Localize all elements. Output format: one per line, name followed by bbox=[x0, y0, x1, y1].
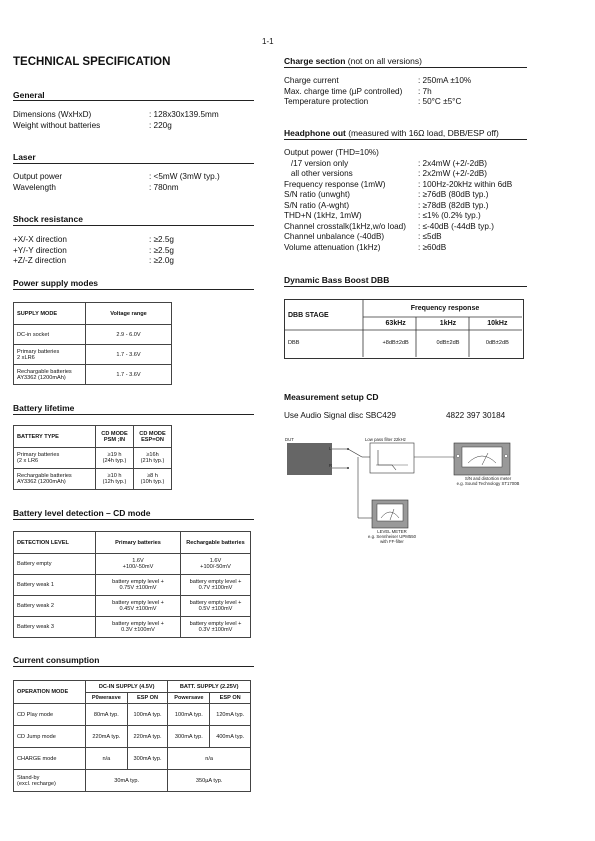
laser-heading: Laser bbox=[13, 152, 36, 162]
current-heading: Current consumption bbox=[13, 655, 100, 665]
table-cell: 1.6V +100/-50mV bbox=[96, 554, 181, 575]
level-detection-table bbox=[13, 531, 251, 638]
filter-label: Low pass filter 22kHz bbox=[365, 437, 406, 442]
laser-rule bbox=[13, 163, 254, 164]
table-cell: CHARGE mode bbox=[14, 748, 86, 770]
table-header: CD MODE ESP=ON bbox=[134, 426, 172, 448]
table-cell: n/a bbox=[168, 748, 251, 770]
headphone-row bbox=[284, 148, 527, 159]
charge-row bbox=[284, 87, 527, 98]
table-row bbox=[14, 770, 251, 792]
table-header: DC-IN SUPPLY (4.5V) bbox=[86, 681, 168, 693]
measurement-heading: Measurement setup CD bbox=[284, 392, 379, 402]
table-cell: battery empty level + 0.3V ±100mV bbox=[96, 617, 181, 638]
charge-value: : 250mA ±10% bbox=[418, 76, 472, 85]
headphone-label: /17 version only bbox=[284, 158, 349, 168]
general-row bbox=[13, 121, 254, 132]
dut-label: DUT bbox=[285, 437, 294, 442]
level-detection-rule bbox=[13, 519, 254, 520]
charge-heading bbox=[284, 56, 422, 66]
table-cell: battery empty level + 0.45V ±100mV bbox=[96, 596, 181, 617]
headphone-heading-text: Headphone out bbox=[284, 128, 346, 138]
table-header: 63kHz bbox=[385, 320, 406, 327]
headphone-heading bbox=[284, 128, 499, 138]
laser-value: : 780nm bbox=[149, 182, 179, 192]
shock-label: +Y/-Y direction bbox=[13, 245, 67, 255]
headphone-row bbox=[284, 211, 527, 222]
table-cell: 120mA typ. bbox=[210, 704, 251, 726]
page-title: TECHNICAL SPECIFICATION bbox=[13, 56, 171, 68]
page-number: 1-1 bbox=[262, 37, 274, 46]
port-l-label: L bbox=[329, 446, 332, 451]
table-cell: 2.9 - 6.0V bbox=[86, 325, 172, 345]
headphone-value: : ≥78dB (82dB typ.) bbox=[418, 200, 489, 210]
table-header: Rechargable batteries bbox=[181, 532, 251, 554]
laser-row bbox=[13, 183, 254, 194]
shock-rule bbox=[13, 225, 254, 226]
table-cell: 300mA typ. bbox=[127, 748, 168, 770]
table-cell: DC-in socket bbox=[14, 325, 86, 345]
table-header: ESP ON bbox=[210, 693, 251, 704]
power-modes-rule bbox=[13, 289, 254, 290]
table-header: Powersave bbox=[168, 693, 210, 704]
shock-value: : ≥2.0g bbox=[149, 256, 174, 265]
charge-heading-note: (not on all versions) bbox=[345, 56, 422, 66]
shock-row bbox=[13, 246, 254, 257]
table-header: BATT. SUPPLY (2.25V) bbox=[168, 681, 251, 693]
table-row bbox=[14, 617, 251, 638]
laser-value: : <5mW (3mW typ.) bbox=[149, 172, 220, 181]
charge-list bbox=[284, 76, 527, 108]
shock-label: +Z/-Z direction bbox=[13, 256, 67, 265]
headphone-list bbox=[284, 148, 527, 253]
headphone-value: : 100Hz-20kHz within 6dB bbox=[418, 179, 513, 189]
table-cell: 400mA typ. bbox=[210, 726, 251, 748]
table-header: CD MODE PSM ;IN bbox=[96, 426, 134, 448]
charge-row bbox=[284, 97, 527, 108]
table-header: Primary batteries bbox=[96, 532, 181, 554]
table-cell: Battery weak 3 bbox=[14, 617, 96, 638]
table-cell: Rechargable batteries AY3362 (1200mAh) bbox=[14, 469, 96, 490]
table-header: ESP ON bbox=[127, 693, 168, 704]
table-cell: battery empty level + 0.75V ±100mV bbox=[96, 575, 181, 596]
battery-lifetime-rule bbox=[13, 414, 254, 415]
table-row bbox=[14, 325, 172, 345]
table-header: OPERATION MODE bbox=[14, 681, 86, 704]
general-value: : 220g bbox=[149, 120, 172, 130]
table-cell: 1.6V +100/-50mV bbox=[181, 554, 251, 575]
table-cell: Rechargable batteries AY3362 (1200mAh) bbox=[14, 365, 86, 385]
charge-value: : 50°C ±5°C bbox=[418, 97, 462, 106]
headphone-value: : ≥76dB (80dB typ.) bbox=[418, 190, 489, 199]
charge-row bbox=[284, 76, 527, 87]
level-meter-label: LEVEL METER e.g. Sennheiser UPM550 with FF-filter bbox=[367, 529, 416, 544]
dbb-rule bbox=[284, 286, 527, 287]
headphone-row bbox=[284, 180, 527, 191]
headphone-label: Frequency response (1mW) bbox=[284, 179, 386, 189]
table-cell: ≥8 h (10h typ.) bbox=[134, 469, 172, 490]
distortion-meter-label: S/N and distortion meter e.g. Sound Technology ST1700B bbox=[456, 476, 520, 486]
shock-value: : ≥2.5g bbox=[149, 235, 174, 244]
table-cell: 100mA typ. bbox=[168, 704, 210, 726]
dbb-table-lines bbox=[284, 299, 524, 359]
table-cell: n/a bbox=[86, 748, 128, 770]
laser-list bbox=[13, 172, 254, 193]
table-header: SUPPLY MODE bbox=[14, 303, 86, 325]
headphone-value: : ≤5dB bbox=[418, 232, 442, 241]
headphone-label: all other versions bbox=[284, 169, 353, 178]
headphone-value: : ≥60dB bbox=[418, 242, 447, 252]
headphone-label: Volume attenuation (1kHz) bbox=[284, 242, 381, 252]
table-header: 1kHz bbox=[439, 320, 457, 327]
charge-heading-text: Charge section bbox=[284, 56, 346, 66]
table-row bbox=[14, 554, 251, 575]
table-cell: 300mA typ. bbox=[168, 726, 210, 748]
shock-list bbox=[13, 235, 254, 267]
general-label: Weight without batteries bbox=[13, 120, 101, 130]
charge-rule bbox=[284, 67, 527, 68]
table-header: 10kHz bbox=[487, 320, 508, 327]
shock-heading: Shock resistance bbox=[13, 214, 83, 224]
battery-lifetime-table bbox=[13, 425, 172, 490]
table-header: DETECTION LEVEL bbox=[14, 532, 96, 554]
table-cell: battery empty level + 0.3V ±100mV bbox=[181, 617, 251, 638]
shock-value: : ≥2.5g bbox=[149, 245, 174, 255]
table-cell: 1.7 - 3.6V bbox=[86, 345, 172, 365]
table-cell: Primary batteries (2 x LR6 bbox=[14, 448, 96, 469]
headphone-row bbox=[284, 190, 527, 201]
table-row bbox=[14, 448, 172, 469]
table-row bbox=[14, 748, 251, 770]
charge-label: Temperature protection bbox=[284, 97, 369, 106]
headphone-label: Channel crosstalk(1kHz,w/o load) bbox=[284, 221, 406, 231]
table-row bbox=[14, 469, 172, 490]
general-label: Dimensions (WxHxD) bbox=[13, 110, 92, 119]
laser-label: Output power bbox=[13, 172, 63, 181]
general-value: : 128x30x139.5mm bbox=[149, 110, 219, 119]
table-cell: 30mA typ. bbox=[86, 770, 168, 792]
measurement-text: Use Audio Signal disc SBC429 bbox=[284, 411, 396, 420]
table-row bbox=[14, 345, 172, 365]
table-cell: battery empty level + 0.7V ±100mV bbox=[181, 575, 251, 596]
charge-label: Max. charge time (µP controlled) bbox=[284, 86, 403, 96]
headphone-label: Output power (THD=10%) bbox=[284, 148, 379, 157]
shock-label: +X/-X direction bbox=[13, 235, 67, 244]
table-header: DBB STAGE bbox=[288, 311, 329, 319]
table-row bbox=[14, 726, 251, 748]
table-cell: Stand-by (excl. recharge) bbox=[14, 770, 86, 792]
table-cell: +8dB±2dB bbox=[382, 340, 409, 346]
laser-label: Wavelength bbox=[13, 182, 56, 192]
charge-value: : 7h bbox=[418, 86, 432, 96]
table-cell: 220mA typ. bbox=[86, 726, 128, 748]
table-row bbox=[14, 575, 251, 596]
headphone-value: : 2x4mW (+2/-2dB) bbox=[418, 158, 487, 168]
general-row bbox=[13, 110, 254, 121]
headphone-label: THD+N (1kHz, 1mW) bbox=[284, 211, 362, 220]
headphone-row bbox=[284, 201, 527, 212]
table-cell: 100mA typ. bbox=[127, 704, 168, 726]
table-cell: Battery weak 2 bbox=[14, 596, 96, 617]
headphone-value: : ≤1% (0.2% typ.) bbox=[418, 211, 481, 220]
general-rule bbox=[13, 100, 254, 101]
laser-row bbox=[13, 172, 254, 183]
table-header: BATTERY TYPE bbox=[14, 426, 96, 448]
table-row bbox=[14, 704, 251, 726]
headphone-rule bbox=[284, 139, 527, 140]
battery-lifetime-heading: Battery lifetime bbox=[13, 403, 75, 413]
shock-row bbox=[13, 235, 254, 246]
table-cell: Battery weak 1 bbox=[14, 575, 96, 596]
headphone-value: : 2x2mW (+2/-2dB) bbox=[418, 169, 487, 178]
table-cell: 1.7 - 3.6V bbox=[86, 365, 172, 385]
table-row bbox=[14, 365, 172, 385]
table-cell: 220mA typ. bbox=[127, 726, 168, 748]
headphone-value: : ≤-40dB (-44dB typ.) bbox=[418, 221, 494, 231]
table-header: P0werasve bbox=[86, 693, 128, 704]
table-cell: CD Jump mode bbox=[14, 726, 86, 748]
headphone-row bbox=[284, 243, 527, 254]
table-cell: ≥10 h (12h typ.) bbox=[96, 469, 134, 490]
table-cell: battery empty level + 0.5V ±100mV bbox=[181, 596, 251, 617]
shock-row bbox=[13, 256, 254, 267]
table-cell: ≥19 h (24h typ.) bbox=[96, 448, 134, 469]
low-pass-filter-box bbox=[370, 443, 414, 473]
table-cell: 0dB±2dB bbox=[485, 340, 509, 346]
table-cell: 350µA typ. bbox=[168, 770, 251, 792]
current-table bbox=[13, 680, 251, 792]
headphone-row bbox=[284, 232, 527, 243]
level-detection-heading: Battery level detection – CD mode bbox=[13, 508, 151, 518]
headphone-row bbox=[284, 169, 527, 180]
table-header: Frequency response bbox=[410, 305, 480, 312]
power-modes-table bbox=[13, 302, 172, 385]
headphone-label: S/N ratio (A-wght) bbox=[284, 200, 350, 210]
table-cell: Battery empty bbox=[14, 554, 96, 575]
table-row bbox=[14, 596, 251, 617]
headphone-row bbox=[284, 159, 527, 170]
table-cell: 0dB±2dB bbox=[436, 340, 460, 346]
current-rule bbox=[13, 666, 254, 667]
port-r-label: R bbox=[329, 463, 333, 468]
general-heading: General bbox=[13, 90, 45, 100]
headphone-row bbox=[284, 222, 527, 233]
power-modes-heading: Power supply modes bbox=[13, 278, 99, 288]
dut-box bbox=[287, 443, 332, 475]
table-cell: ≥16h (21h typ.) bbox=[134, 448, 172, 469]
table-cell: 80mA typ. bbox=[86, 704, 128, 726]
table-header: Voltage range bbox=[86, 303, 172, 325]
headphone-label: Channel unbalance (-40dB) bbox=[284, 232, 385, 241]
table-cell: Primary batteries 2 xLR6 bbox=[14, 345, 86, 365]
headphone-label: S/N ratio (unwght) bbox=[284, 190, 350, 199]
measurement-code: 4822 397 30184 bbox=[446, 411, 506, 420]
table-cell: CD Play mode bbox=[14, 704, 86, 726]
headphone-heading-note: (measured with 16Ω load, DBB/ESP off) bbox=[345, 128, 499, 138]
charge-label: Charge current bbox=[284, 76, 339, 85]
dbb-heading: Dynamic Bass Boost DBB bbox=[284, 275, 390, 285]
general-list bbox=[13, 110, 254, 131]
table-cell: DBB bbox=[288, 340, 300, 346]
